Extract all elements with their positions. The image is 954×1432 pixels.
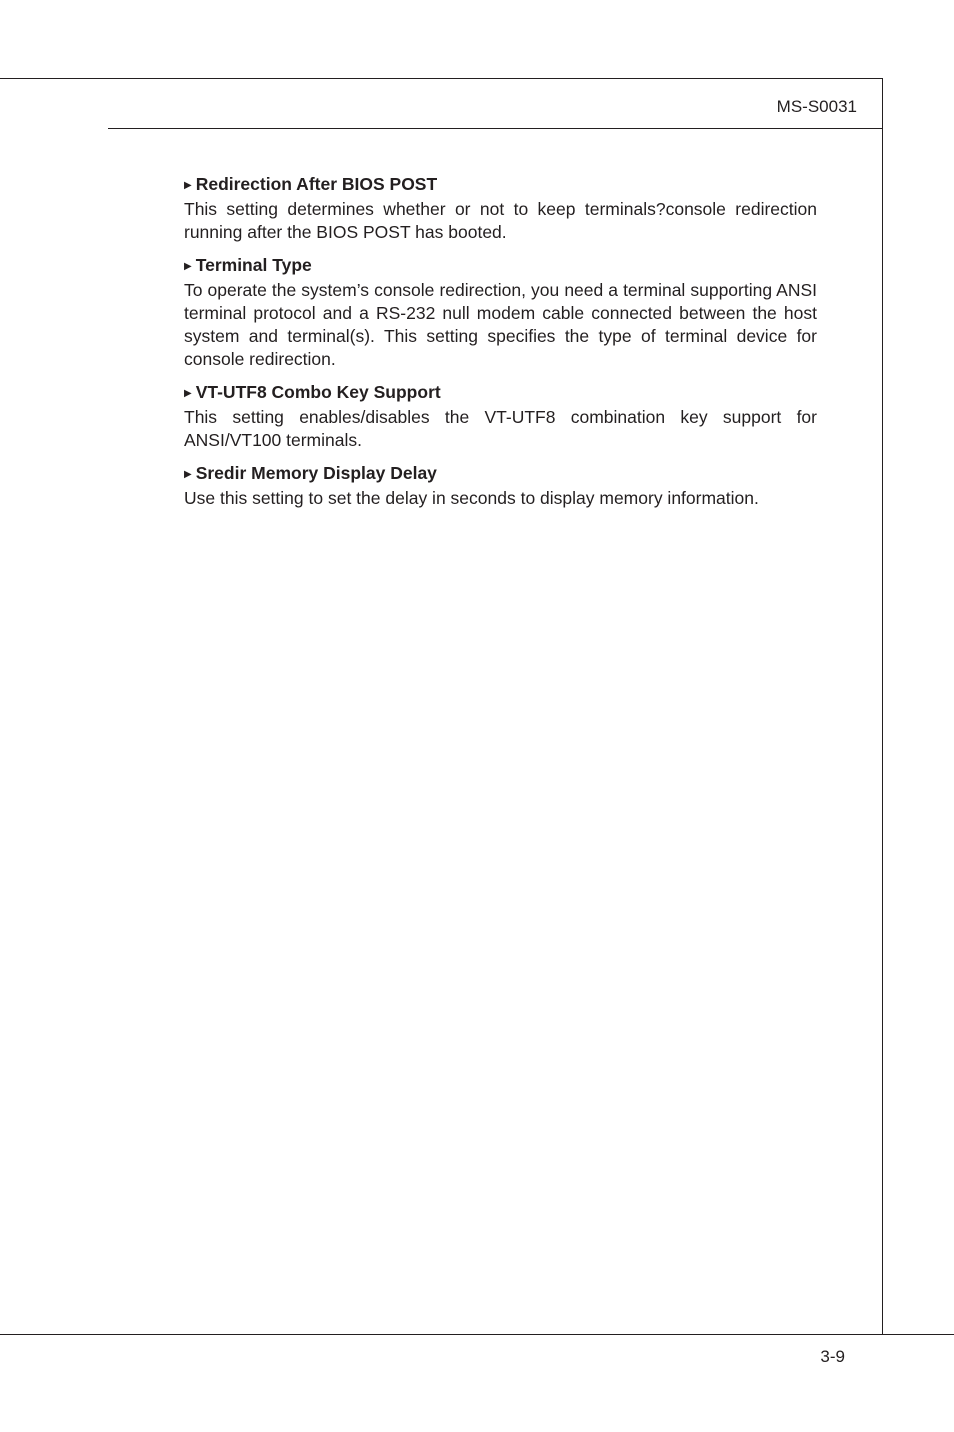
section-heading: VT-UTF8 Combo Key Support (195, 382, 441, 402)
section-sredir-memory-display-delay (184, 462, 817, 510)
page-number: 3-9 (820, 1347, 845, 1366)
triangle-right-icon: ▶ (184, 388, 192, 399)
triangle-right-icon: ▶ (184, 469, 192, 480)
section-vt-utf8-combo-key-support (184, 381, 817, 452)
section-heading: Sredir Memory Display Delay (195, 463, 437, 483)
footer-divider-line (0, 1334, 954, 1335)
section-body: To operate the system’s console redirection, you need a terminal supporting ANSI terminal protocol and a RS-232 null modem cable connected between the host system and terminal(s). This setting specifies the type of terminal device for console redirection. (184, 280, 817, 369)
top-border-line (0, 78, 883, 79)
page-content (184, 173, 817, 520)
section-body: This setting determines whether or not to keep terminals?console redirection running after the BIOS POST has booted. (184, 199, 817, 242)
section-terminal-type (184, 254, 817, 371)
right-border-line (882, 78, 883, 1335)
triangle-right-icon: ▶ (184, 261, 192, 272)
triangle-right-icon: ▶ (184, 180, 192, 191)
model-number: MS-S0031 (776, 97, 857, 116)
section-heading: Redirection After BIOS POST (195, 174, 438, 194)
section-body: This setting enables/disables the VT-UTF8 combination key support for ANSI/VT100 terminals. (184, 407, 817, 450)
header-divider-line (108, 128, 883, 129)
section-body: Use this setting to set the delay in seconds to display memory information. (184, 488, 759, 508)
section-heading: Terminal Type (195, 255, 312, 275)
section-redirection-after-bios-post (184, 173, 817, 244)
